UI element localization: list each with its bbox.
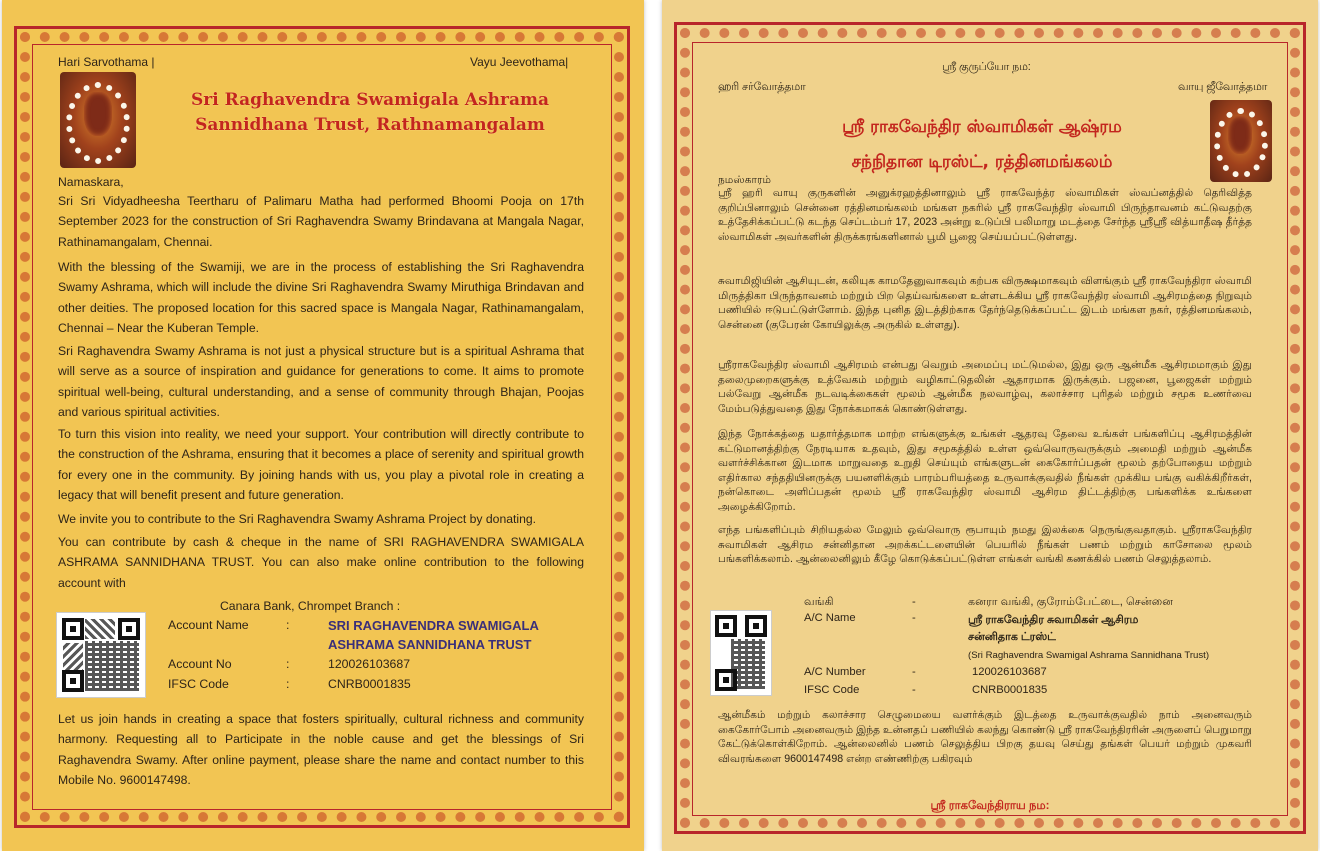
dash: -	[912, 684, 916, 696]
dash: -	[912, 612, 916, 624]
greeting: நமஸ்காரம்	[718, 174, 772, 186]
ifsc-label: IFSC Code	[168, 677, 229, 691]
paragraph-1: Sri Sri Vidyadheesha Teertharu of Palimaru Matha had performed Bhoomi Pooja on 17th September 2023 for the construction of Sri Raghavendra Swamy Brindavana at Mangala Nagar, Rathinamangalam, Chennai.	[58, 194, 584, 249]
page-title-line-1: ஸ்ரீ ராகவேந்திர ஸ்வாமிகள் ஆஷ்ரம	[842, 117, 1122, 137]
page-title	[142, 88, 598, 138]
ac-name-english: (Sri Raghavendra Swamigal Ashrama Sannidhana Trust)	[968, 650, 1210, 661]
footer-invocation: ஸ்ரீ ராகவேந்திராய நம:	[930, 800, 1050, 812]
ac-name-line-1: ஸ்ரீ ராகவேந்திர சுவாமிகள் ஆசிரம	[968, 614, 1139, 626]
colon: :	[286, 677, 290, 691]
bank-value: கனரா வங்கி, குரோம்பேட்டை, சென்னை	[968, 596, 1174, 608]
paragraph-4: To turn this vision into reality, we need your support. Your contribution will directly contribute to the construction of the Ashrama, ensuring that it becomes a place of serenity and spiritual growth for every one in the community. By joining hands with us, you play a pivotal role in creating a legacy that will benefit present and future generation.	[58, 427, 584, 502]
ac-name-line-2: சன்னிதாக ட்ரஸ்ட்	[968, 631, 1056, 643]
ifsc-value: CNRB0001835	[972, 684, 1048, 696]
paragraph-2: சுவாமிஜியின் ஆசியுடன், கலியுக காமதேனுவாகவும் கற்பக விருக்ஷமாகவும் விளங்கும் ஸ்ரீ ராகவேந்திரா ஸ்வாமி மிருத்திகா பிருந்தாவனம் மற்றும் பிற தெய்வங்களை உள்ளடக்கிய ஸ்ரீ ராகவேந்திர ஸ்வாமி ஆசிரமத்தை நிறுவும் பணியில் ஈடுபட்டுள்ளோம். இந்த புனித இடத்திற்காக தேர்ந்தெடுக்கப்பட்ட இடம் மங்கள நகர், ரத்தினமங்கலம், சென்னை (குபேரன் கோயிலுக்கு அருகில் உள்ளது).	[718, 275, 1252, 331]
account-no-value: 120026103687	[328, 657, 411, 671]
ac-number-label: A/C Number	[804, 666, 866, 678]
paragraph-3: ஸ்ரீராகவேந்திர ஸ்வாமி ஆசிரமம் என்பது வெறும் அமைப்பு மட்டுமல்ல, இது ஒரு ஆன்மீக ஆசிரமமாகும் இது தலைமுறைகளுக்கு உத்வேகம் மற்றும் வழிகாட்டுதலின் ஆதாரமாக இருக்கும். பஜனை, பூஜைகள் மற்றும் பல்வேறு ஆன்மீக நடவடிக்கைகள் மூலம் ஆன்மீக நலவாழ்வு, கலாச்சார புரிதல் மற்றும் சமூக உணர்வை மேம்படுத்துவதை இது நோக்கமாகக் கொண்டுள்ளது.	[718, 359, 1252, 415]
header-left-text: Hari Sarvothama |	[58, 55, 155, 69]
bank-label: வங்கி	[804, 596, 834, 608]
paragraph-1: ஸ்ரீ ஹரி வாயு குருகளின் அனுக்ரஹத்தினாலும் ஸ்ரீ ராகவேந்த்ர ஸ்வாமிகள் ஸ்வப்னத்தில் தெரிவித்த குறிப்பினாலும் சென்னை ரத்தினமங்கலம் மங்கள நகரில் ஸ்ரீ ராகவேந்திர ஸ்வாமி பிருந்தாவனம் கட்டுவதற்கு உத்தேசிக்கப்பட்டு கடந்த செப்டம்பர் 17, 2023 அன்று உடுப்பி பலிமாறு மடத்தை சேர்ந்த ஸ்ரீஸ்ரீ வித்யாதீஷ தீர்த்த ஸ்வாமிகள் அவர்களின் திருக்கரங்களினால் பூமி பூஜை செய்யப்பட்டுள்ளது.	[718, 187, 1252, 243]
bank-branch: Canara Bank, Chrompet Branch :	[220, 599, 401, 613]
greeting: Namaskara,	[58, 175, 124, 189]
title-line-2: Sannidhana Trust, Rathnamangalam	[195, 115, 545, 135]
deity-image	[1210, 100, 1272, 182]
dash: -	[912, 596, 916, 608]
ac-name-value	[968, 612, 1138, 646]
deity-image	[60, 72, 136, 168]
paragraph-5: We invite you to contribute to the Sri Raghavendra Swamy Ashrama Project by donating.	[58, 512, 537, 526]
closing-paragraph: ஆன்மீகம் மற்றும் கலாச்சார செழுமையை வளர்க்கும் இடத்தை உருவாக்குவதில் நாம் அனைவரும் கைகோர்போம் அனைவரும் இந்த உன்னதப் பணியில் கலந்து கொண்டு ஸ்ரீ ராகவேந்திரரின் அருளைப் பெறுமாறு கேட்டுக்கொள்கிறோம். ஆன்லைனில் பணம் செலுத்திய பிறகு தயவு செய்து தங்கள் பெயர் மற்றும் முகவரி விவரங்களை 9600147498 என்ற எண்ணிற்கு பகிரவும்	[718, 709, 1252, 765]
tamil-appeal-sheet	[662, 0, 1318, 851]
colon: :	[286, 618, 290, 632]
qr-code[interactable]	[710, 610, 772, 696]
invocation: ஸ்ரீ குருப்யோ நம:	[942, 61, 1031, 73]
account-name-line-2: ASHRAMA SANNIDHANA TRUST	[328, 637, 532, 652]
qr-code[interactable]	[56, 612, 146, 698]
ifsc-value: CNRB0001835	[328, 677, 411, 691]
colon: :	[286, 657, 290, 671]
header-left-text: ஹரி சர்வோத்தமா	[718, 81, 806, 93]
paragraph-4: இந்த நோக்கத்தை யதார்த்தமாக மாற்ற எங்களுக்கு உங்கள் ஆதரவு தேவை உங்கள் பங்களிப்பு ஆசிரமத்தின் கட்டுமானத்திற்கு நேரடியாக உதவும், இது சமூகத்தில் உள்ள ஒவ்வொருவருக்கும் அமைதி மற்றும் ஆன்மீக வளர்ச்சிக்கான இடமாக மாறுவதை உறுதி செய்யும் எங்களுடன் கைகோர்ப்பதன் மூலம் தற்போதைய மற்றும் எதிர்கால சந்ததியினருக்கு பயனளிக்கும் பாரம்பரியத்தை உருவாக்குவதில் நீங்கள் முக்கிய பங்கு வகிக்கிறீர்கள், நன்கொடை அளிப்பதன் மூலம் ஸ்ரீ ராகவேந்திர ஸ்வாமி ஆசிரம திட்டத்திற்கு பங்களிக்க உங்களை அழைக்கிறோம்.	[718, 428, 1252, 513]
title-line-1: Sri Raghavendra Swamigala Ashrama	[191, 90, 549, 110]
page-title-line-2: சந்நிதான டிரஸ்ட், ரத்தினமங்கலம்	[851, 152, 1113, 172]
ac-name-label: A/C Name	[804, 612, 856, 624]
ac-number-value: 120026103687	[972, 666, 1047, 678]
paragraph-6: You can contribute by cash & cheque in the name of SRI RAGHAVENDRA SWAMIGALA ASHRAMA SANNIDHANA TRUST. You can also make online contribution to the following account with	[58, 535, 584, 590]
account-name-line-1: SRI RAGHAVENDRA SWAMIGALA	[328, 618, 539, 633]
dash: -	[912, 666, 916, 678]
english-appeal-sheet	[2, 0, 644, 851]
paragraph-2: With the blessing of the Swamiji, we are in the process of establishing the Sri Raghavendra Swamy Ashrama, which will include the divine Sri Raghavendra Swamy Miruthiga Brindavan and other deities. The proposed location for this sacred space is Mangala Nagar, Rathinamangalam, Chennai – Near the Kuberan Temple.	[58, 260, 584, 335]
paragraph-5: எந்த பங்களிப்பும் சிறியதல்ல மேலும் ஒவ்வொரு ரூபாயும் நமது இலக்கை நெருங்குவதாகும். ஸ்ரீராகவேந்திர சுவாமிகள் ஆசிரம சன்னிதான அறக்கட்டளையின் பெயரில் நீங்கள் பணம் மற்றும் காசோலை மூலம் பங்களிக்கலாம். ஆன்லைனிலும் கீழே கொடுக்கப்பட்டுள்ள எங்கள் வங்கி கணக்கில் பணம் செலுத்தலாம்.	[718, 524, 1252, 566]
account-name-label: Account Name	[168, 618, 249, 632]
account-name-value	[328, 616, 539, 654]
account-no-label: Account No	[168, 657, 232, 671]
header-right-text: வாயு ஜீவோத்தமா	[1178, 81, 1268, 93]
closing-paragraph: Let us join hands in creating a space that fosters spiritually, cultural richness and community harmony. Requesting all to Participate in the noble cause and get the blessings of Sri Raghavendra Swamy. After online payment, please share the name and contact number to this Mobile No. 9600147498.	[58, 712, 584, 787]
header-right-text: Vayu Jeevothama|	[470, 55, 569, 69]
paragraph-3: Sri Raghavendra Swamy Ashrama is not just a physical structure but is a spiritual Ashrama that will serve as a source of inspiration and guidance for generations to come. It aims to promote spiritual well-being, cultural understanding, and a sense of community through Bhajan, Poojas and various spiritual activities.	[58, 344, 584, 419]
ifsc-label: IFSC Code	[804, 684, 860, 696]
